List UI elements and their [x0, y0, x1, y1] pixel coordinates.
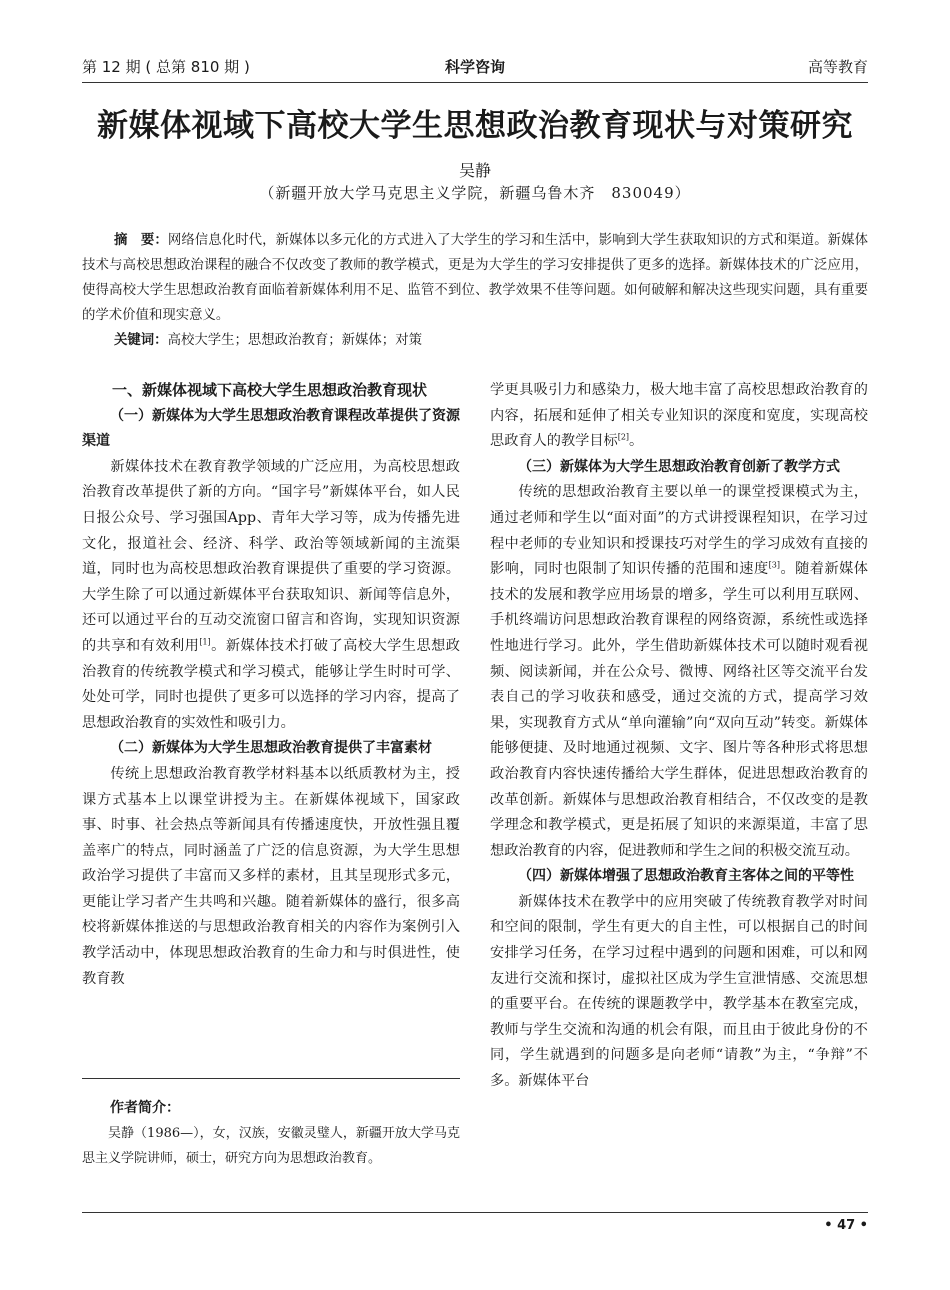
- issue-number: 第 12 期 ( 总第 810 期 ): [82, 58, 250, 76]
- abstract: [82, 228, 868, 328]
- header-divider: [82, 82, 868, 83]
- section-heading-1: 一、新媒体视域下高校大学生思想政治教育现状: [112, 381, 428, 399]
- author-bio-label: 作者简介：: [110, 1100, 180, 1116]
- article-title: 新媒体视域下高校大学生思想政治教育现状与对策研究: [97, 108, 853, 144]
- section-name: 高等教育: [807, 58, 868, 76]
- subsection-heading-4: （四）新媒体增强了思想政治教育主客体之间的平等性: [518, 868, 854, 885]
- paragraph-continued: 学更具吸引力和感染力，极大地丰富了高校思想政治教育的内容，拓展和延伸了相关专业知识的深度和宽度，实现高校思政育人的教学目标[2]。: [490, 382, 868, 450]
- journal-name: 科学咨询: [444, 58, 505, 76]
- page-number: • 47 •: [824, 1218, 868, 1233]
- left-column: [82, 378, 460, 992]
- footnote-divider: [82, 1078, 460, 1079]
- author-bio-text: 吴静（1986—），女，汉族，安徽灵璧人，新疆开放大学马克思主义学院讲师，硕士，研究方向为思想政治教育。: [82, 1126, 460, 1166]
- keywords-text: 高校大学生；思想政治教育；新媒体；对策: [167, 333, 422, 348]
- keywords-label: 关键词：: [114, 333, 168, 348]
- paragraph: 新媒体技术在教育教学领域的广泛应用，为高校思想政治教育改革提供了新的方向。“国字号”新媒体平台，如人民日报公众号、学习强国App、青年大学习等，成为传播先进文化，报道社会、经济、科学、政治等领域新闻的主流渠道，同时也为高校思想政治教育课提供了重要的学习资源。大学生除了可以通过新媒体平台获取知识、新闻等信息外，还可以通过平台的互动交流窗口留言和咨询，实现知识资源的共享和有效利用[1]。新媒体技术打破了高校大学生思想政治教育的传统教学模式和学习模式，能够让学生时时可学、处处可学，同时也提供了更多可以选择的学习内容，提高了思想政治教育的实效性和吸引力。: [82, 458, 460, 731]
- footer-divider: [82, 1212, 868, 1213]
- paragraph: 新媒体技术在教学中的应用突破了传统教育教学对时间和空间的限制，学生有更大的自主性，可以根据自己的时间安排学习任务，在学习过程中遇到的问题和困难，可以和网友进行交流和探讨，虚拟社区成为学生宣泄情感、交流思想的重要平台。在传统的课题教学中，教学基本在教室完成，教师与学生交流和沟通的机会有限，而且由于彼此身份的不同，学生就遇到的问题多是向老师“请教”为主，“争辩”不多。新媒体平台: [490, 893, 868, 1090]
- running-header: [82, 50, 868, 80]
- author-name: 吴静: [458, 161, 491, 180]
- right-column: [490, 378, 868, 1095]
- citation-ref: [3]: [768, 560, 780, 570]
- subsection-heading-2: （二）新媒体为大学生思想政治教育提供了丰富素材: [110, 740, 432, 757]
- abstract-text: 网络信息化时代，新媒体以多元化的方式进入了大学生的学习和生活中，影响到大学生获取知识的方式和渠道。新媒体技术与高校思想政治课程的融合不仅改变了教师的教学模式，更是为大学生的学习安排提供了更多的选择。新媒体技术的广泛应用，使得高校大学生思想政治教育面临着新媒体利用不足、监管不到位、教学效果不佳等问题。如何破解和解决这些现实问题，具有重要的学术价值和现实意义。: [82, 233, 869, 323]
- paragraph: 传统的思想政治教育主要以单一的课堂授课模式为主，通过老师和学生以“面对面”的方式讲授课程知识，在学习过程中老师的专业知识和授课技巧对学生的学习成效有直接的影响，同时也限制了知识传播的范围和速度[3]。随着新媒体技术的发展和教学应用场景的增多，学生可以利用互联网、手机终端访问思想政治教育课程的网络资源，系统性或选择性地进行学习。此外，学生借助新媒体技术可以随时观看视频、阅读新闻，并在公众号、微博、网络社区等交流平台发表自己的学习收获和感受，通过交流的方式，提高学习效果，实现教育方式从“单向灌输”向“双向互动”转变。新媒体能够便捷、及时地通过视频、文字、图片等各种形式将思想政治教育内容快速传播给大学生群体，促进思想政治教育的改革创新。新媒体与思想政治教育相结合，不仅改变的是教学理念和教学模式，更是拓展了知识的来源渠道，丰富了思想政治教育的内容，促进教师和学生之间的积极交流互动。: [490, 484, 868, 859]
- citation-ref: [2]: [617, 432, 630, 442]
- keywords: [82, 328, 868, 353]
- author-affiliation: （新疆开放大学马克思主义学院，新疆乌鲁木齐 830049）: [259, 184, 691, 202]
- abstract-label: 摘 要：: [114, 233, 168, 248]
- subsection-heading-3: （三）新媒体为大学生思想政治教育创新了教学方式: [518, 458, 840, 475]
- citation-ref: [1]: [199, 637, 211, 647]
- subsection-heading-1: （一）新媒体为大学生思想政治教育课程改革提供了资源渠道: [82, 407, 460, 450]
- author-bio: [82, 1096, 460, 1171]
- paragraph: 传统上思想政治教育教学材料基本以纸质教材为主，授课方式基本上以课堂讲授为主。在新媒体视域下，国家政事、时事、社会热点等新闻具有传播速度快，开放性强且覆盖率广的特点，同时涵盖了广泛的信息资源，为大学生思想政治学习提供了丰富而又多样的素材，且其呈现形式多元，更能让学习者产生共鸣和兴趣。随着新媒体的盛行，很多高校将新媒体推送的与思想政治教育相关的内容作为案例引入教学活动中，体现思想政治教育的生命力和与时俱进性，使教育教: [82, 765, 460, 987]
